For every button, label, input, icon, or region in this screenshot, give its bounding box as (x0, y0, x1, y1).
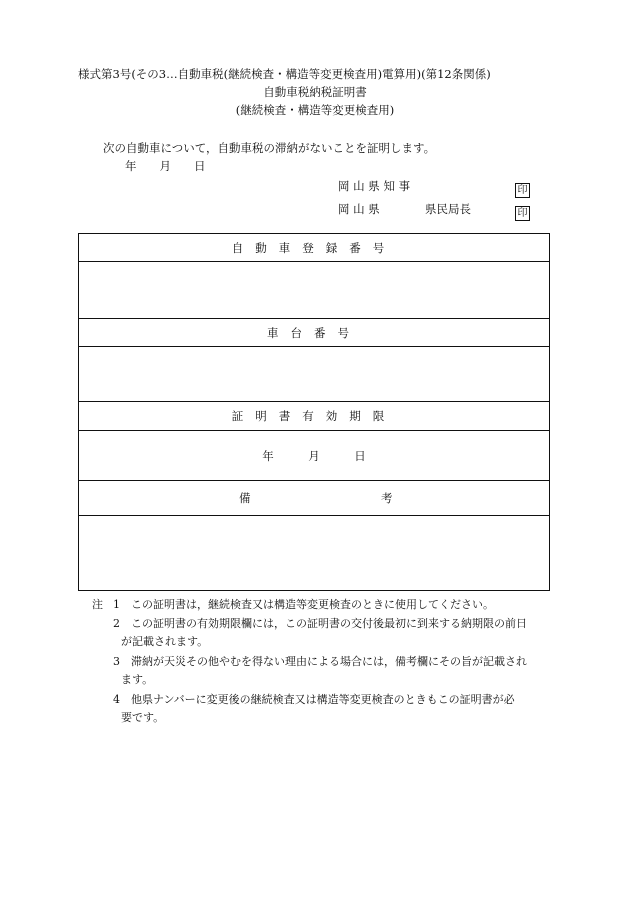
note-4-continuation: 要です。 (121, 711, 165, 724)
note-1-text: この証明書は，継続検査又は構造等変更検査のときに使用してください。 (131, 598, 494, 611)
note-4-text: 他県ナンバーに変更後の継続検査又は構造等変更検査のときもこの証明書が必 (131, 693, 515, 706)
chassis-number-cell[interactable] (79, 347, 549, 402)
note-2-continuation: が記載されます。 (121, 635, 209, 648)
issuer-bureau-pref: 岡 山 県 (338, 202, 380, 216)
validity-period-cell[interactable] (79, 431, 549, 481)
note-2-number: 2 (113, 617, 120, 630)
note-2-text: この証明書の有効期限欄には，この証明書の交付後最初に到来する納期限の前日 (131, 617, 527, 630)
chassis-number-label: 車台番号 (267, 325, 361, 340)
registration-number-cell[interactable] (79, 262, 549, 319)
seal-mark: 印 (515, 206, 530, 221)
certification-statement: 次の自動車について，自動車税の滞納がないことを証明します。 (103, 141, 436, 155)
certificate-table (78, 233, 550, 591)
issuer-governor: 岡 山 県 知 事 (338, 179, 411, 193)
issue-date-line: 年 月 日 (125, 159, 206, 173)
issuer-bureau-title: 県民局長 (425, 202, 471, 216)
chassis-number-header (79, 319, 549, 347)
validity-period-value: 年 月 日 (262, 448, 366, 463)
document-title: 自動車税納税証明書 (263, 85, 367, 99)
notes-label: 注 (92, 598, 103, 611)
registration-number-label: 自動車登録番号 (231, 240, 397, 255)
note-4-number: 4 (113, 693, 120, 706)
remarks-header (79, 481, 549, 516)
seal-mark: 印 (515, 183, 530, 198)
document-subtitle: (継続検査・構造等変更検査用) (235, 103, 395, 117)
bureau-seal (515, 201, 530, 221)
remarks-cell[interactable] (79, 516, 549, 590)
remarks-label-left: 備 (239, 491, 251, 505)
note-3-text: 滞納が天災その他やむを得ない理由による場合には，備考欄にその旨が記載され (131, 655, 527, 668)
note-3-continuation: ます。 (121, 673, 154, 686)
governor-seal (515, 178, 530, 198)
remarks-label-right: 考 (381, 491, 393, 505)
note-1-number: 1 (113, 598, 120, 611)
form-reference: 様式第3号(その3…自動車税(継続検査・構造等変更検査用)電算用)(第12条関係) (78, 67, 491, 81)
registration-number-header (79, 234, 549, 262)
validity-period-header (79, 402, 549, 431)
validity-period-label: 証明書有効期限 (231, 409, 397, 423)
note-3-number: 3 (113, 655, 120, 668)
